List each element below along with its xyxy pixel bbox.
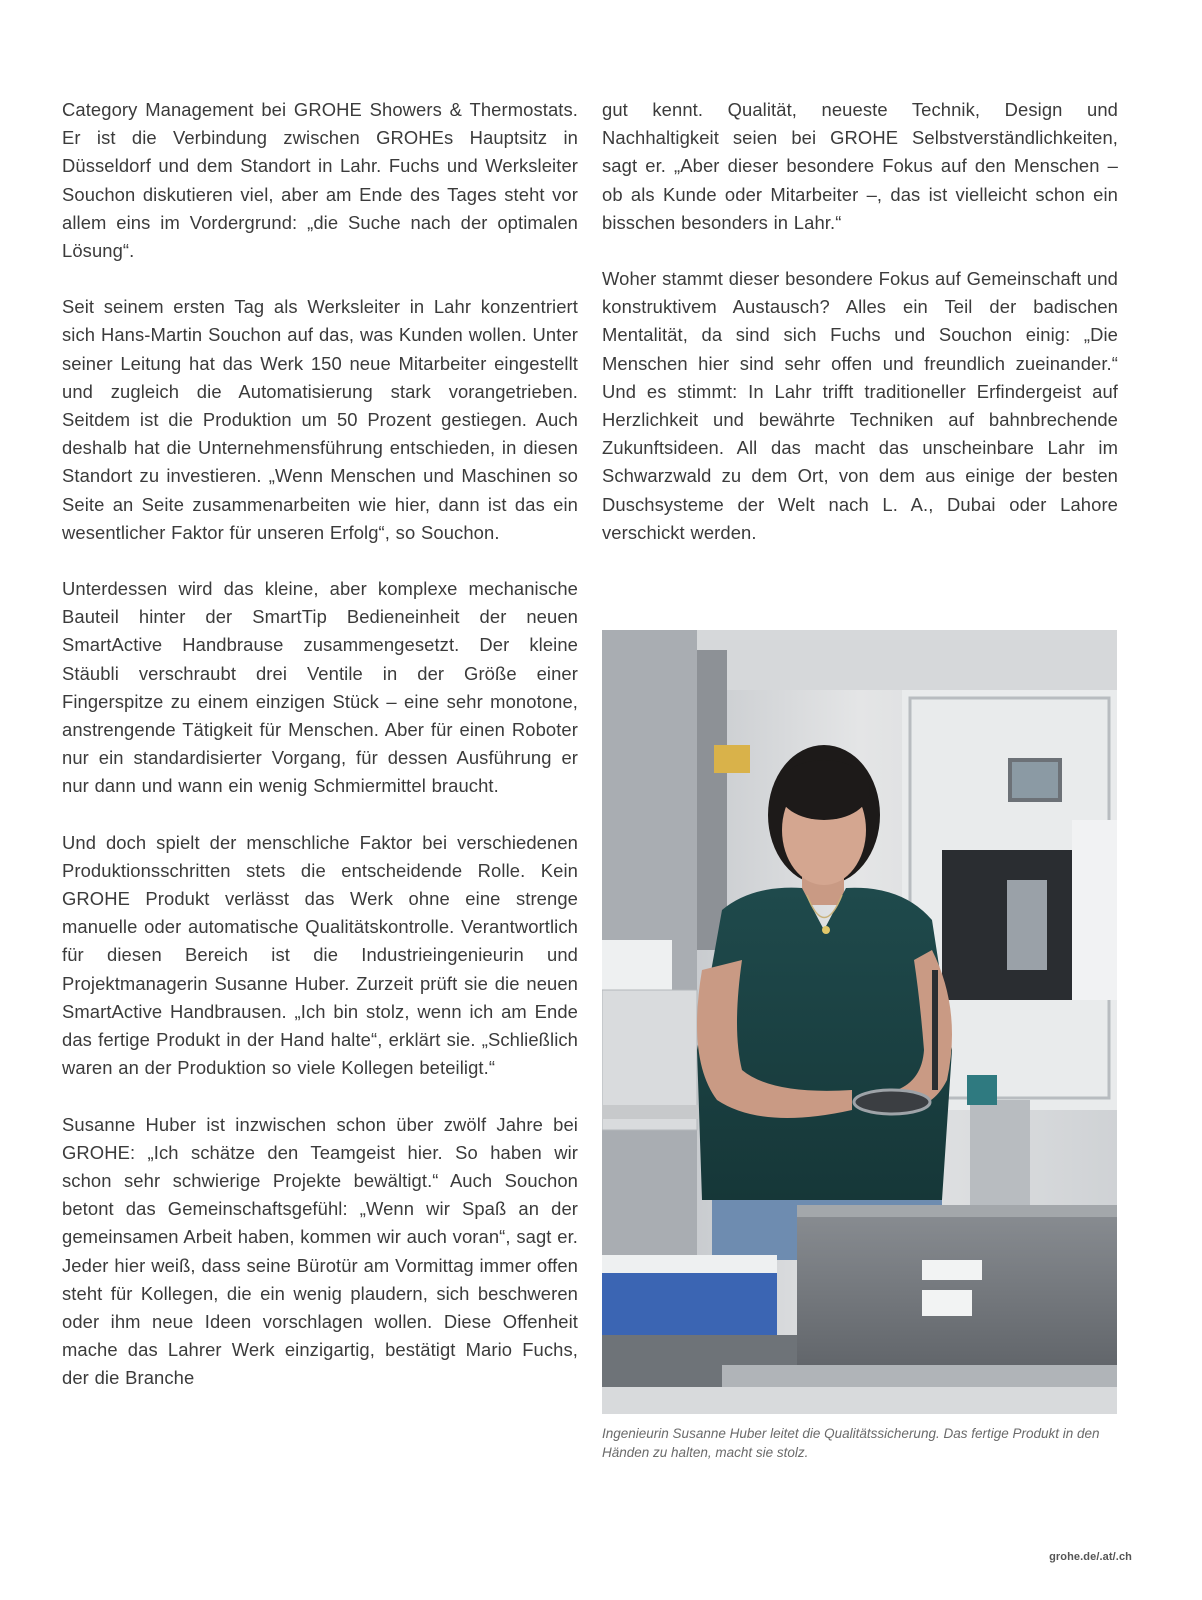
photo-caption: Ingenieurin Susanne Huber leitet die Qualitätssicherung. Das fertige Produkt in den Händen zu halten, macht sie stolz.: [602, 1426, 1100, 1460]
body-paragraph: Seit seinem ersten Tag als Werksleiter in Lahr konzentriert sich Hans-Martin Souchon auf das, was Kunden wollen. Unter seiner Leitung hat das Werk 150 neue Mitarbeiter eingestellt und zugleich die Automatisierung stark vorangetrieben. Seitdem ist die Produktion um 50 Prozent gestiegen. Auch deshalb hat die Unternehmensführung entschieden, in diesen Standort zu investieren. „Wenn Menschen und Maschinen so Seite an Seite zusammenarbeiten wie hier, dann ist das ein wesentlicher Faktor für unseren Erfolg“, so Souchon.: [62, 296, 578, 543]
body-paragraph: Woher stammt dieser besondere Fokus auf Gemeinschaft und konstruktivem Austausch? Alles ein Teil der badischen Mentalität, da sind sich Fuchs und Souchon einig: „Die Menschen hier sind sehr offen und freundlich zueinander.“ Und es stimmt: In Lahr trifft traditioneller Erfindergeist auf Herzlichkeit und bewährte Techniken auf bahnbrechende Zukunftsideen. All das macht das unscheinbare Lahr im Schwarzwald zu dem Ort, von dem aus einige der besten Duschsysteme der Welt nach L. A., Dubai oder Lahore verschickt werden.: [602, 268, 1118, 543]
right-column: [602, 96, 1118, 575]
body-paragraph: gut kennt. Qualität, neueste Technik, Design und Nachhaltigkeit seien bei GROHE Selbstverständlichkeiten, sagt er. „Aber dieser besondere Fokus auf den Menschen – ob als Kunde oder Mitarbeiter –, das ist vielleicht schon ein bisschen besonders in Lahr.“: [602, 99, 1118, 233]
left-column: [62, 96, 578, 1421]
body-paragraph: Category Management bei GROHE Showers & Thermostats. Er ist die Verbindung zwischen GROHEs Hauptsitz in Düsseldorf und dem Standort in Lahr. Fuchs und Werksleiter Souchon diskutieren viel, aber am Ende des Tages steht vor allem eins im Vordergrund: „die Suche nach der optimalen Lösung“.: [62, 99, 578, 262]
body-paragraph: Susanne Huber ist inzwischen schon über zwölf Jahre bei GROHE: „Ich schätze den Teamgeist hier. So haben wir schon sehr schwierige Projekte bewältigt.“ Auch Souchon betont das Gemeinschaftsgefühl: „Wenn wir Spaß an der gemeinsamen Arbeit haben, kommen wir auch voran“, sagt er. Jeder hier weiß, dass seine Bürotür am Vormittag immer offen steht für Kollegen, die ein wenig plaudern, sich beschweren oder ihm neue Ideen vorschlagen wollen. Diese Offenheit mache das Lahrer Werk einzigartig, bestätigt Mario Fuchs, der die Branche: [62, 1113, 578, 1389]
footer-url: grohe.de/.at/.ch: [1049, 1551, 1132, 1563]
body-paragraph: Unterdessen wird das kleine, aber komplexe mechanische Bauteil hinter der SmartTip Bedieneinheit der neuen SmartActive Handbrause zusammengesetzt. Der kleine Stäubli verschraubt drei Ventile in der Größe einer Fingerspitze zu einem einzigen Stück – eine sehr monotone, anstrengende Tätigkeit für Menschen. Aber für einen Roboter nur ein standardisierter Vorgang, für dessen Ausführung er nur dann und wann ein wenig Schmiermittel braucht.: [62, 578, 578, 797]
factory-photo: [602, 630, 1117, 1414]
photo-illustration: [602, 630, 1117, 1414]
body-paragraph: Und doch spielt der menschliche Faktor bei verschiedenen Produktionsschritten stets die entscheidende Rolle. Kein GROHE Produkt verlässt das Werk ohne eine strenge manuelle oder automatische Qualitätskontrolle. Verantwortlich für diesen Bereich ist die Industrieingenieurin und Projektmanagerin Susanne Huber. Zurzeit prüft sie die neuen SmartActive Handbrausen. „Ich bin stolz, wenn ich am Ende das fertige Produkt in der Hand halte“, erklärt sie. „Schließlich waren an der Produktion so viele Kollegen beteiligt.“: [62, 831, 578, 1079]
